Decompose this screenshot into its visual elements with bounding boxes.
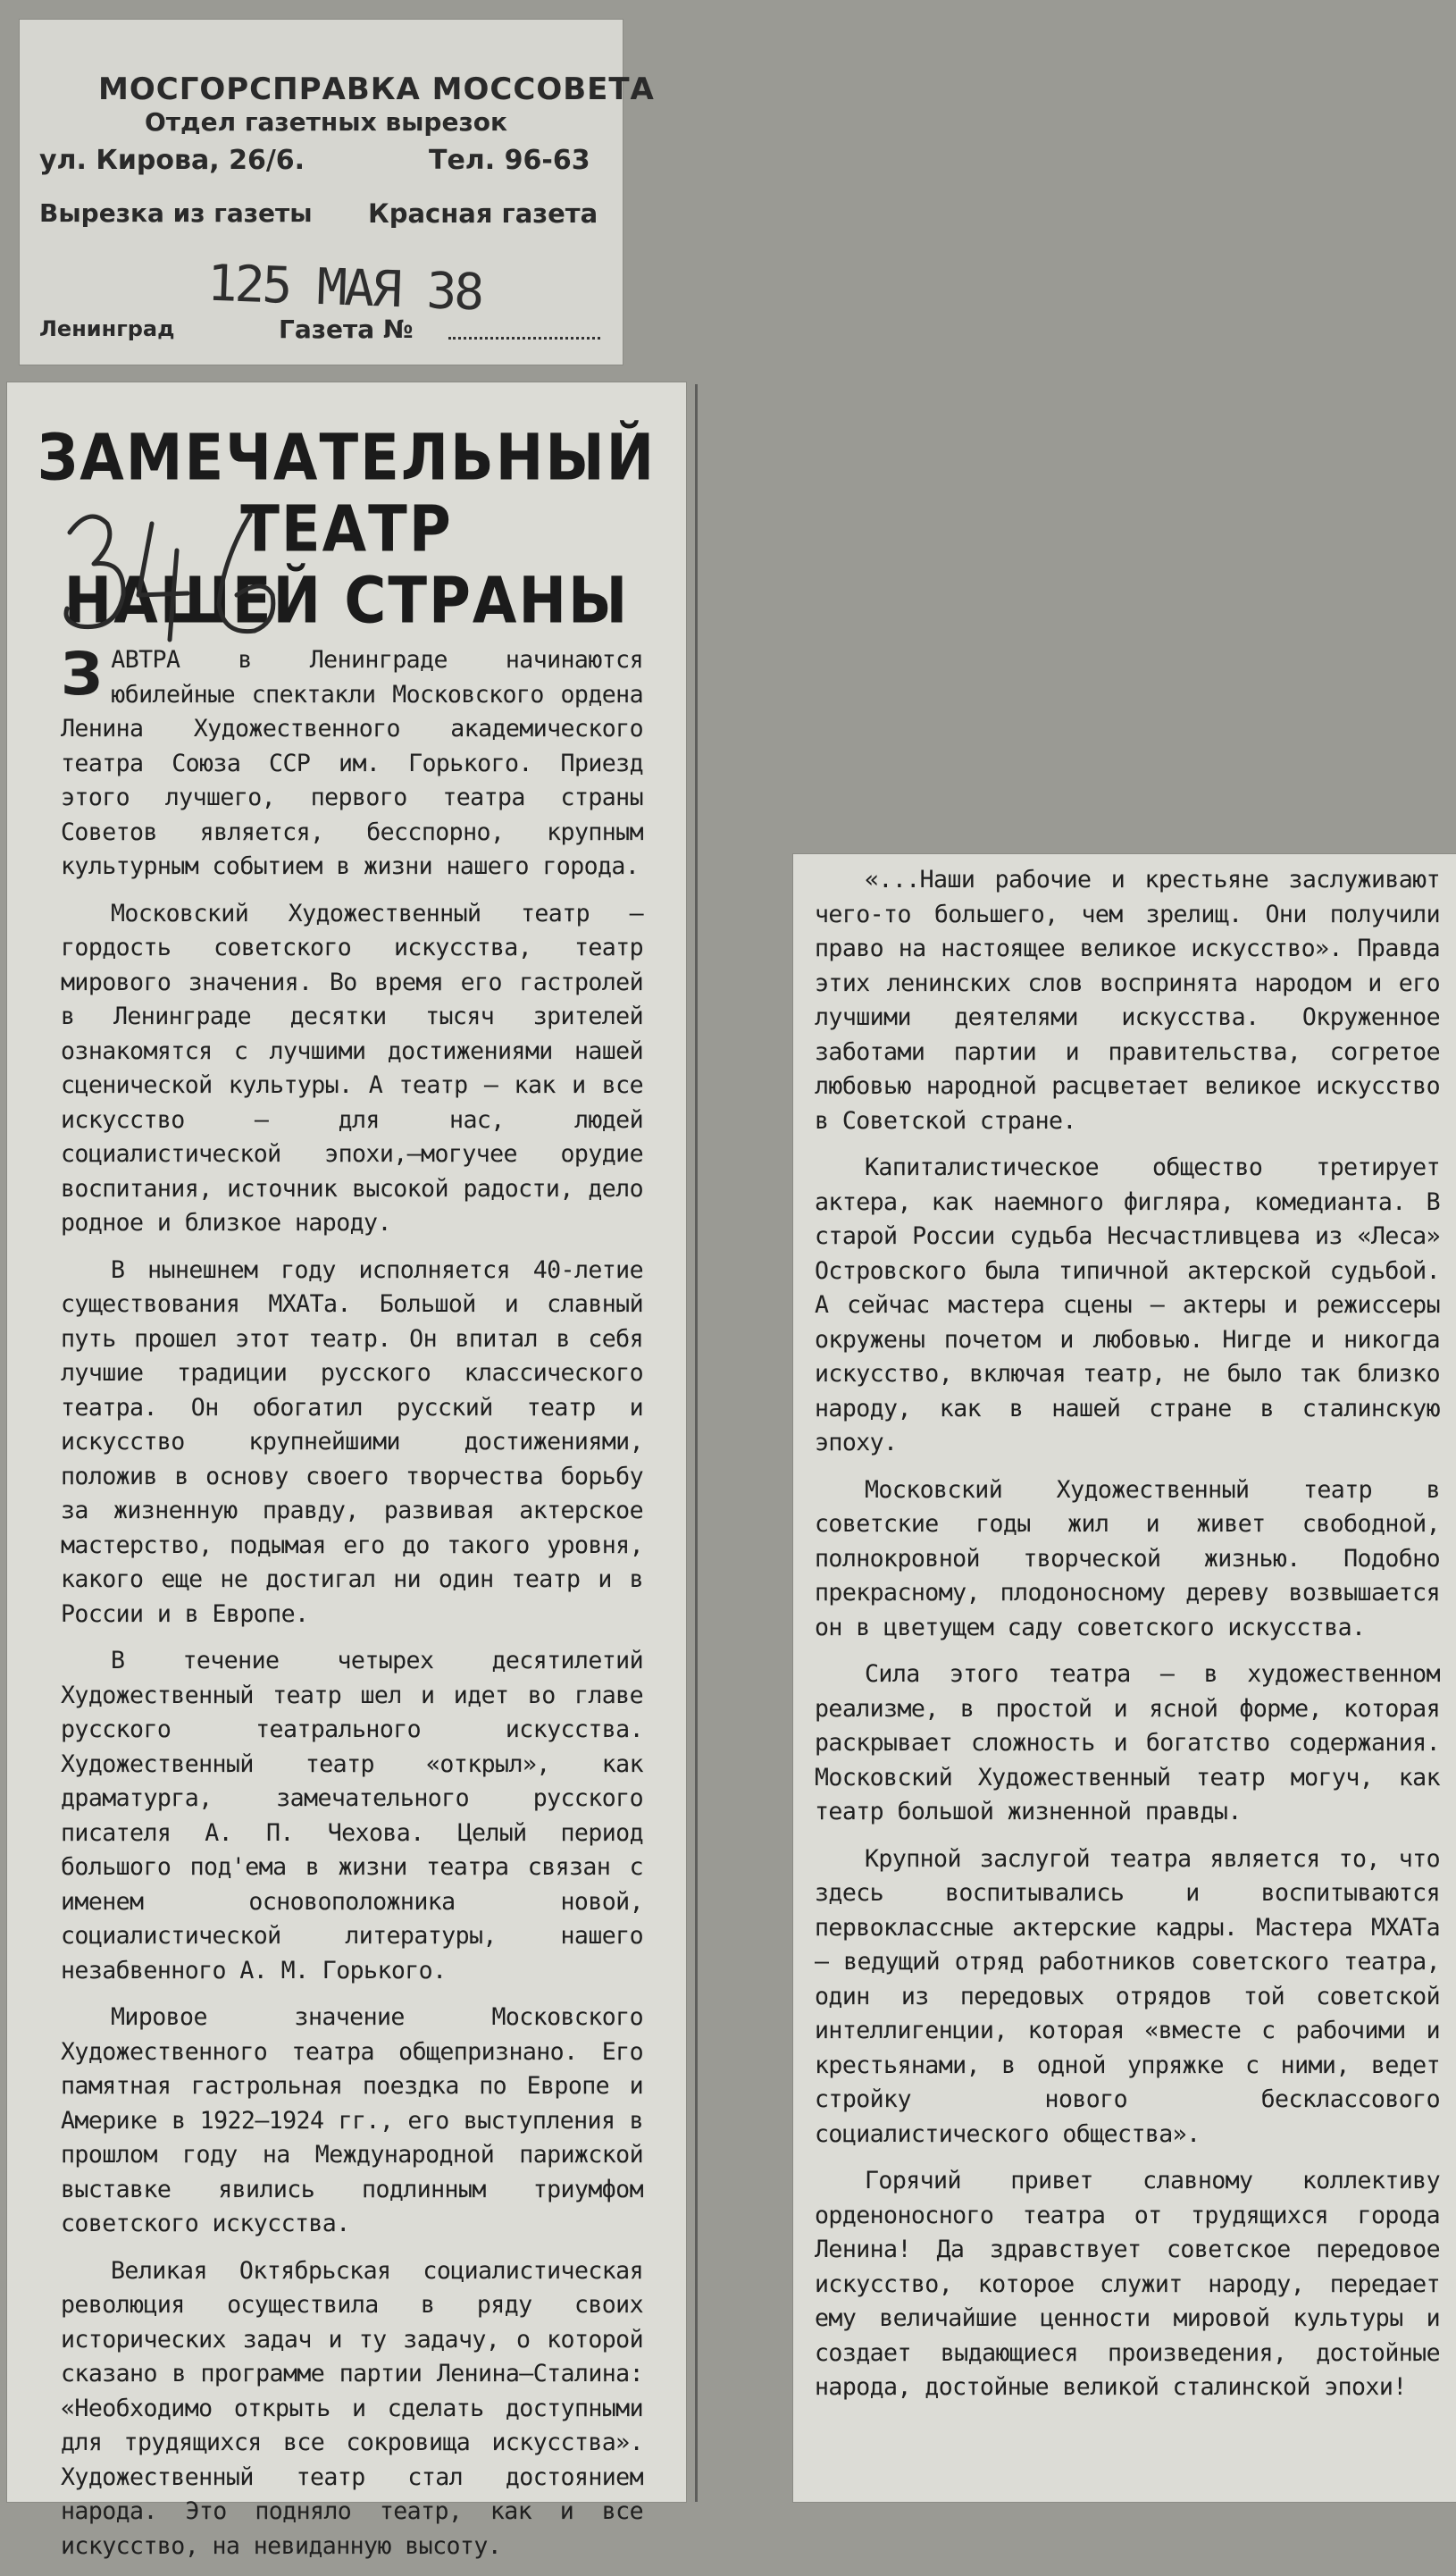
stamp-issue-blank (448, 337, 600, 340)
paragraph: Великая Октябрьская социалистическая революция осуществила в ряду своих исторических задач и ту задачу, о которой сказано в программе партии Ленина—Сталина: «Необходимо открыть и сделать доступными для трудящихся все сокровища искусства». Художественный театр стал достоянием народа. Это подняло театр, как и все искусство, на невиданную высоту. (61, 2256, 643, 2560)
paragraph: Горячий привет славному коллективу орденоносного театра от трудящихся города Ленина! Да здравствует советское передовое искусство, которое служит народу, передает ему величайшие ценности мировой культуры и создает выдающиеся произведения, достойные народа, достойные великой сталинской эпохи! (815, 2167, 1440, 2401)
stamp-phone: Тел. 96-63 (429, 145, 590, 176)
paragraph: В нынешнем году исполняется 40-летие существования МХАТа. Большой и славный путь прошел этот театр. Он впитал в себя лучшие традиции русского классического театра. Он обогатил русский театр и искусство крупнейшими достижениями, положив в основу своего творчества борьбу за жизненную правду, развивая актерское мастерство, подымая его до такого уровня, какого еще не достигал ни один театр и в России и в Европе. (61, 1255, 643, 1628)
paragraph: ЗАВТРА в Ленинграде начинаются юбилейные спектакли Московского ордена Ленина Художественного академического театра Союза ССР им. Горького. Приезд этого лучшего, первого театра страны Советов является, бесспорно, крупным культурным событием в жизни нашего города. (61, 640, 643, 880)
paragraph: Сила этого театра — в художественном реализме, в простой и ясной форме, которая раскрывает сложность и богатство содержания. Московский Художественный театр могуч, как театр большой жизненной правды. (815, 1660, 1440, 1825)
article-body-right (815, 863, 1440, 2418)
stamp-date: 125 МАЯ 38 (205, 254, 483, 323)
paragraph: «...Наши рабочие и крестьяне заслуживают чего-то большего, чем зрелищ. Они получили право на настоящее великое искусство». Правда этих ленинских слов воспринята народом и его лучшими деятелями искусства. Окруженное заботами партии и правительства, согретое любовью народной расцветает великое искусство в Советской стране. (815, 866, 1440, 1135)
headline-line-1: ЗАМЕЧАТЕЛЬНЫЙ (37, 421, 657, 496)
article-body-left (61, 640, 643, 2576)
handwritten-note (54, 497, 322, 649)
headline-line-2: ТЕАТР (240, 492, 453, 567)
column-divider (695, 384, 698, 2502)
paragraph: Московский Художественный театр — гордость советского искусства, театр мирового значения. Во время его гастролей в Ленинграде десятки тысяч зрителей ознакомятся с лучшими достижениями нашей сценической культуры. А театр — как и все искусство — для нас, людей социалистической эпохи,—могучее орудие воспитания, источник высокой радости, дело родное и близкое народу. (61, 899, 643, 1237)
paragraph: Капиталистическое общество третирует актера, как наемного фигляра, комедианта. В старой России судьба Несчастливцева из «Леса» Островского была типичной актерской судьбой. А сейчас мастера сцены — актеры и режиссеры окружены почетом и любовью. Нигде и никогда искусство, включая театр, не было так близко народу, как в нашей стране в сталинскую эпоху. (815, 1154, 1440, 1456)
article-column-left (7, 382, 686, 2560)
article-column-right (793, 854, 1456, 2502)
stamp-organization: МОСГОРСПРАВКА МОССОВЕТА (98, 71, 655, 107)
paragraph: Мировое значение Московского Художественного театра общепризнано. Его памятная гастрольная поездка по Европе и Америке в 1922—1924 гг., его выступления в прошлом году на Международной парижской выставке явились подлинным триумфом советского искусства. (61, 2003, 643, 2237)
paragraph: Крупной заслугой театра является то, что здесь воспитывались и воспитываются первоклассные актерские кадры. Мастера МХАТа — ведущий отряд работников советского театра, один из передовых отрядов той советской интеллигенции, которая «вместе с рабочими и крестьянами, в одной упряжке с ними, ведет стройку нового бесклассового социалистического общества». (815, 1844, 1440, 2148)
paragraph: Московский Художественный театр в советские годы жил и живет свободной, полнокровной творческой жизнью. Подобно прекрасному, плодоносному дереву возвышается он в цветущем саду советского искусства. (815, 1475, 1440, 1641)
stamp-clip-label: Вырезка из газеты (39, 198, 313, 228)
headline-line-3: НАШЕЙ СТРАНЫ (63, 564, 630, 639)
stamp-department: Отдел газетных вырезок (145, 107, 507, 137)
stamp-address: ул. Кирова, 26/6. (39, 145, 305, 176)
stamp-city: Ленинград (39, 316, 175, 341)
stamp-newspaper-name: Красная газета (368, 198, 598, 229)
drop-cap: З (61, 640, 103, 709)
paragraph: В течение четырех десятилетий Художественный театр шел и идет во главе русского театрального искусства. Художественный театр «открыл», как драматурга, замечательного русского писателя А. П. Чехова. Целый период большого под'ема в жизни театра связан с именем основоположника новой, социалистической литературы, нашего незабвенного А. М. Горького. (61, 1647, 643, 1984)
archive-stamp (20, 20, 655, 365)
stamp-issue-label: Газета № (279, 315, 414, 344)
